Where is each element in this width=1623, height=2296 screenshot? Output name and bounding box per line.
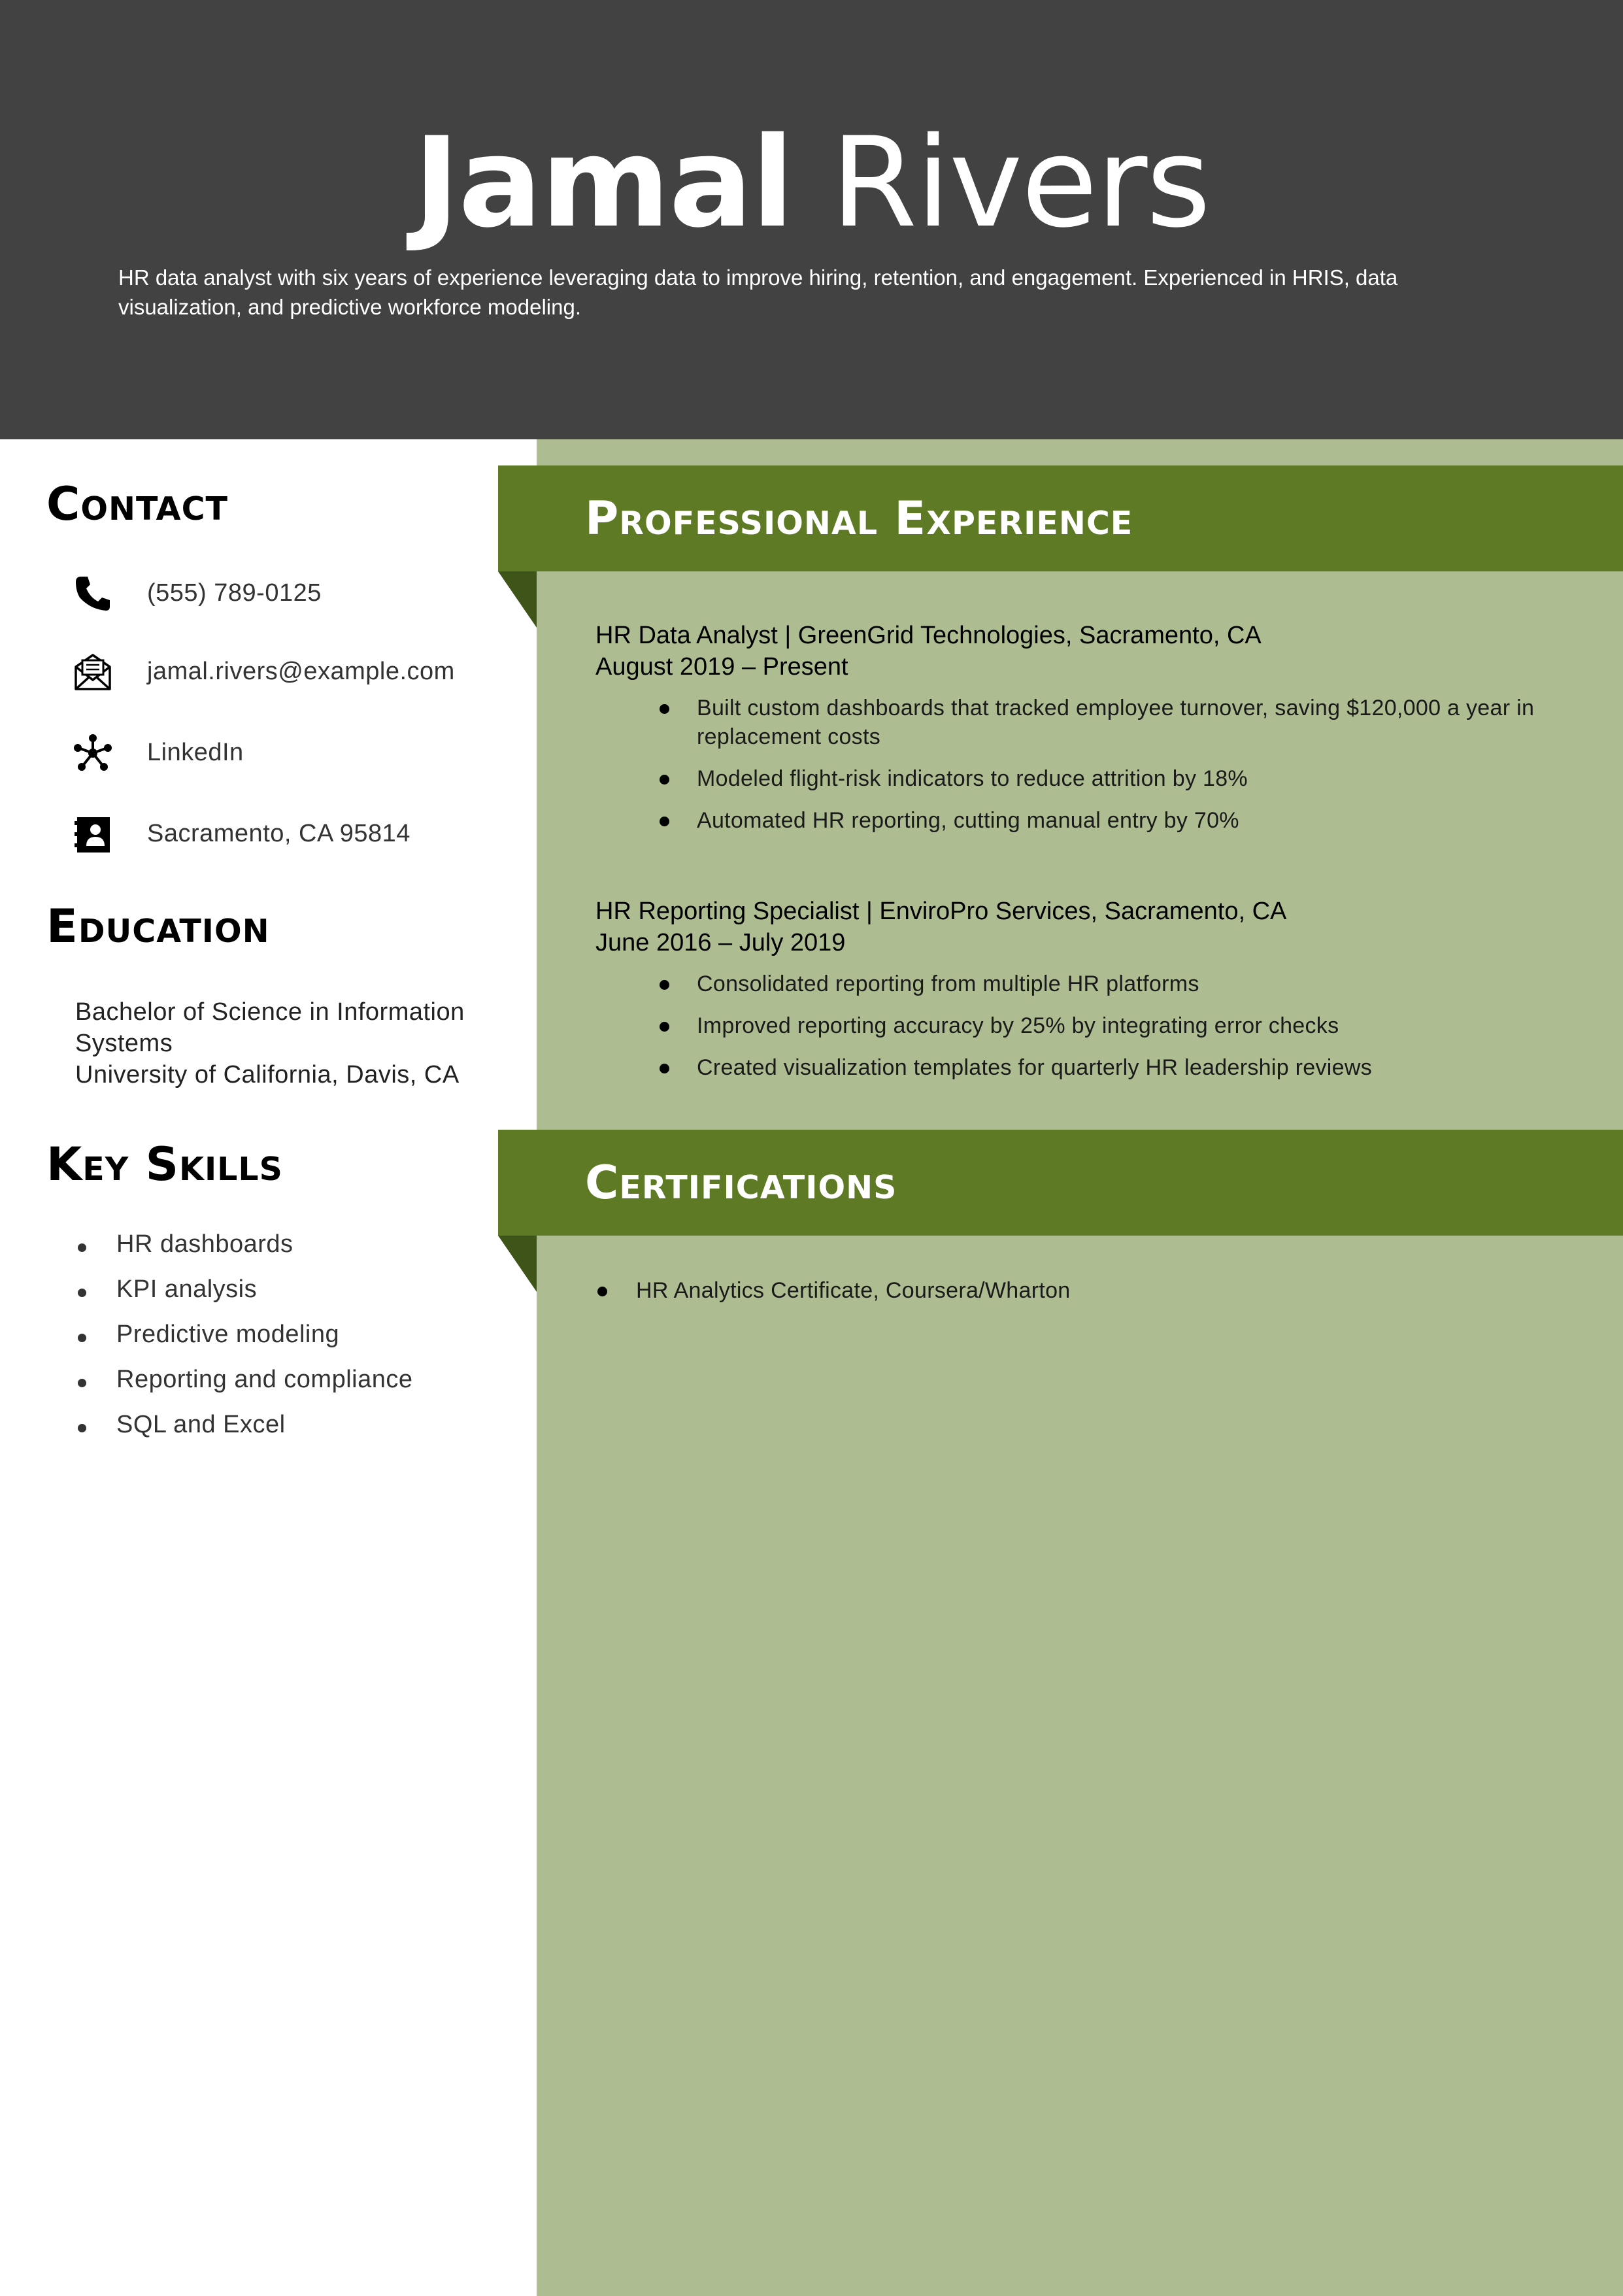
job-bullet: Consolidated reporting from multiple HR platforms	[595, 970, 1589, 998]
contact-card-icon	[72, 813, 114, 855]
job-bullet: Created visualization templates for quarterly HR leadership reviews	[595, 1053, 1589, 1082]
skills-list	[75, 1230, 413, 1456]
linkedin-text: LinkedIn	[147, 739, 244, 766]
job-bullet: Automated HR reporting, cutting manual entry by 70%	[595, 806, 1589, 835]
skill-item: SQL and Excel	[75, 1411, 413, 1456]
job-entry	[595, 896, 1589, 1095]
skill-item: KPI analysis	[75, 1275, 413, 1321]
contact-email[interactable]	[72, 651, 497, 697]
experience-heading: Professional Experience	[585, 492, 1133, 545]
header	[0, 0, 1623, 439]
network-icon	[72, 732, 114, 774]
certifications-banner	[498, 1130, 1623, 1236]
job-entry	[595, 620, 1589, 848]
first-name: Jamal	[413, 110, 793, 255]
job-bullets	[595, 694, 1589, 835]
education-entry	[75, 996, 500, 1090]
contact-heading: Contact	[46, 477, 228, 531]
degree: Bachelor of Science in Information Systems	[75, 998, 465, 1057]
email-text: jamal.rivers@example.com	[147, 658, 455, 685]
certifications-banner-fold	[498, 1236, 537, 1292]
job-bullets	[595, 970, 1589, 1082]
skills-heading: Key Skills	[46, 1138, 283, 1191]
certification-item: HR Analytics Certificate, Coursera/Wharton	[595, 1276, 1071, 1305]
contact-phone	[72, 573, 497, 618]
skill-item: Predictive modeling	[75, 1321, 413, 1366]
education-heading: Education	[46, 900, 270, 953]
last-name: Rivers	[831, 110, 1210, 255]
skill-item: Reporting and compliance	[75, 1366, 413, 1411]
experience-banner	[498, 465, 1623, 571]
envelope-icon	[72, 651, 114, 693]
job-dates: August 2019 – Present	[595, 653, 848, 681]
experience-banner-fold	[498, 571, 537, 628]
phone-text: (555) 789-0125	[147, 579, 322, 607]
job-bullet: Modeled flight-risk indicators to reduce attrition by 18%	[595, 764, 1589, 793]
job-dates: June 2016 – July 2019	[595, 929, 846, 956]
contact-linkedin[interactable]	[72, 732, 497, 778]
address-text: Sacramento, CA 95814	[147, 820, 410, 847]
job-bullet: Built custom dashboards that tracked employee turnover, saving $120,000 a year in replacement costs	[595, 694, 1589, 751]
job-bullet: Improved reporting accuracy by 25% by integrating error checks	[595, 1011, 1589, 1040]
contact-address	[72, 813, 497, 859]
certifications-list	[595, 1276, 1071, 1305]
job-title: HR Data Analyst | GreenGrid Technologies, Sacramento, CA	[595, 622, 1262, 649]
summary: HR data analyst with six years of experience leveraging data to improve hiring, retention, and engagement. Experienced in HRIS, data visualization, and predictive workforce modeling.	[118, 265, 1398, 319]
job-title: HR Reporting Specialist | EnviroPro Services, Sacramento, CA	[595, 898, 1287, 925]
certifications-heading: Certifications	[585, 1156, 897, 1209]
phone-icon	[72, 573, 114, 615]
candidate-name	[0, 111, 1623, 255]
skill-item: HR dashboards	[75, 1230, 413, 1275]
school: University of California, Davis, CA	[75, 1061, 460, 1089]
